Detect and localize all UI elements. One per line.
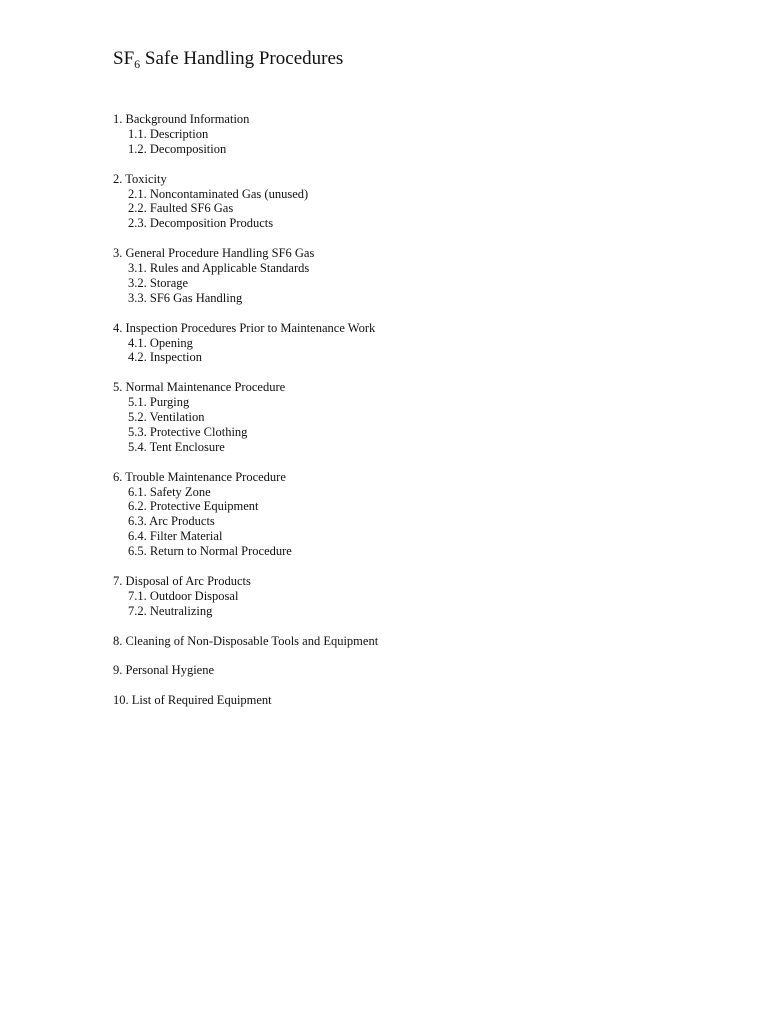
toc-section-heading: 2. Toxicity	[113, 171, 167, 186]
toc-subsection-item: 4.2. Inspection	[128, 350, 202, 365]
page-title	[113, 47, 343, 71]
toc-section	[113, 574, 713, 619]
toc-subsection-item: 7.1. Outdoor Disposal	[128, 588, 239, 603]
toc-section-heading: 7. Disposal of Arc Products	[113, 574, 251, 588]
toc-section	[113, 634, 713, 649]
toc-subsection-list	[113, 395, 713, 455]
toc-subsection-list	[113, 589, 713, 619]
toc-section-heading: 6. Trouble Maintenance Procedure	[113, 469, 286, 484]
toc-subsection-item: 6.1. Safety Zone	[128, 484, 211, 499]
toc-subsection-item: 3.3. SF6 Gas Handling	[128, 290, 243, 305]
toc-section	[113, 172, 713, 232]
toc-section-heading: 5. Normal Maintenance Procedure	[113, 380, 286, 395]
toc-subsection-list	[113, 127, 713, 157]
toc-subsection-item: 6.3. Arc Products	[128, 514, 215, 529]
toc-section	[113, 470, 713, 559]
toc-subsection-item: 3.1. Rules and Applicable Standards	[128, 261, 310, 276]
title-rest: Safe Handling Procedures	[140, 48, 344, 69]
toc-subsection-list	[113, 336, 713, 366]
toc-section-heading: 9. Personal Hygiene	[113, 663, 215, 678]
toc-section-heading: 1. Background Information	[113, 112, 250, 126]
toc-section-heading: 4. Inspection Procedures Prior to Maintenance Work	[113, 320, 376, 335]
title-subscript: 6	[134, 57, 141, 71]
toc-section	[113, 380, 713, 455]
toc-subsection-item: 1.1. Description	[128, 126, 209, 141]
toc-section-heading: 3. General Procedure Handling SF6 Gas	[113, 246, 315, 261]
toc-subsection-item: 6.4. Filter Material	[128, 529, 223, 544]
toc-section-heading: 8. Cleaning of Non-Disposable Tools and Equipment	[113, 633, 379, 648]
toc-subsection-item: 2.2. Faulted SF6 Gas	[128, 201, 234, 216]
toc-subsection-item: 5.3. Protective Clothing	[128, 424, 248, 439]
toc-section	[113, 321, 713, 366]
toc-subsection-list	[113, 261, 713, 306]
toc-subsection-item: 4.1. Opening	[128, 335, 193, 350]
table-of-contents	[113, 112, 713, 723]
toc-section	[113, 663, 713, 678]
toc-subsection-item: 2.1. Noncontaminated Gas (unused)	[128, 186, 309, 201]
toc-section-heading: 10. List of Required Equipment	[113, 693, 272, 708]
toc-subsection-item: 7.2. Neutralizing	[128, 603, 213, 618]
toc-subsection-item: 6.2. Protective Equipment	[128, 499, 259, 514]
toc-subsection-item: 5.1. Purging	[128, 395, 190, 410]
toc-subsection-list	[113, 187, 713, 232]
toc-subsection-list	[113, 485, 713, 560]
toc-section	[113, 112, 713, 157]
toc-section	[113, 246, 713, 306]
toc-subsection-item: 5.4. Tent Enclosure	[128, 439, 225, 454]
toc-subsection-item: 6.5. Return to Normal Procedure	[128, 544, 292, 559]
toc-subsection-item: 1.2. Decomposition	[128, 141, 227, 156]
title-prefix: SF	[113, 48, 135, 69]
toc-section	[113, 693, 713, 708]
toc-subsection-item: 3.2. Storage	[128, 275, 189, 290]
toc-subsection-item: 2.3. Decomposition Products	[128, 216, 274, 231]
toc-subsection-item: 5.2. Ventilation	[128, 410, 205, 425]
